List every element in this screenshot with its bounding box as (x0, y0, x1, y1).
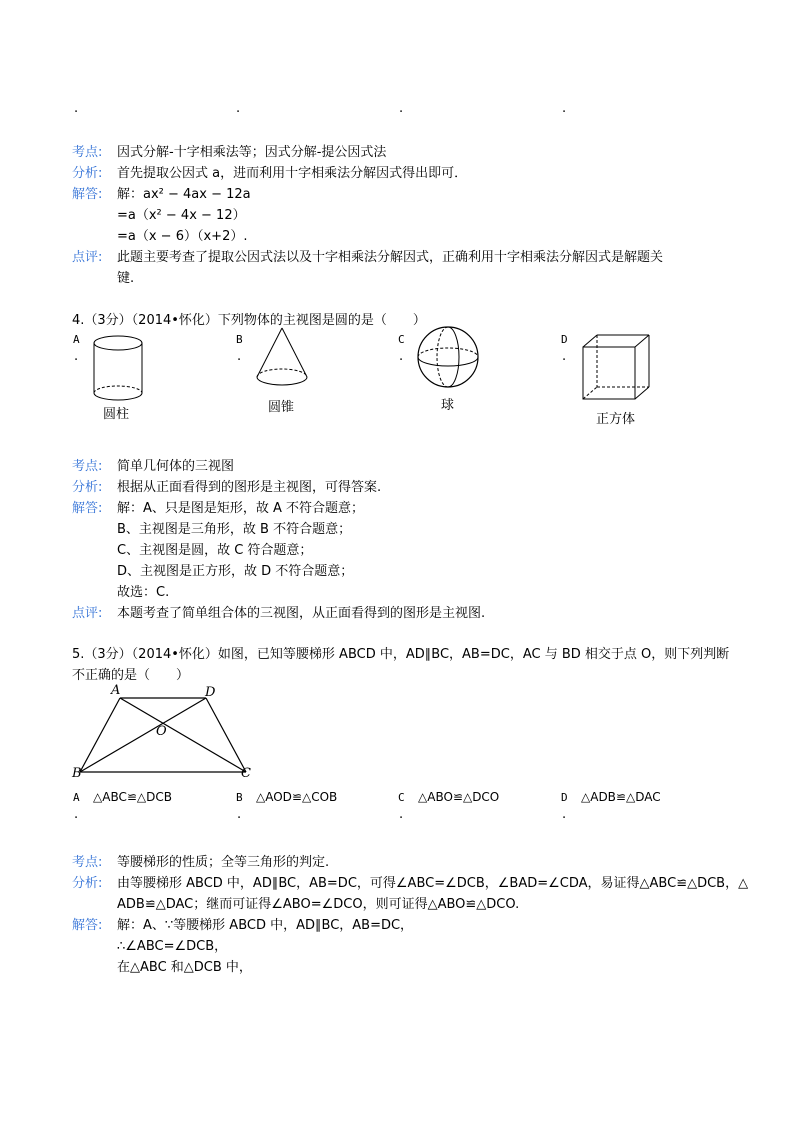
question-stem: 4.（3分）（2014•怀化）下列物体的主视图是圆的是（ ） (72, 313, 426, 328)
cylinder-figure (90, 335, 150, 405)
option-dot: . (562, 101, 567, 116)
kaodian-label: 考点: (72, 855, 103, 870)
option-letter: C (398, 791, 405, 804)
sphere-figure (417, 325, 481, 393)
fenxi-text: 由等腰梯形 ABCD 中，AD∥BC，AB=DC，可得∠ABC=∠DCB，∠BAD=∠CDA，易证得△ABC≌△DCB，△ (117, 876, 749, 891)
fenxi-text: 首先提取公因式 a，进而利用十字相乘法分解因式得出即可． (117, 166, 468, 181)
fenxi-label: 分析: (72, 876, 103, 891)
jieda-label: 解答: (72, 187, 103, 202)
vertex-label-a: A (111, 683, 121, 698)
option-text: △AOD≌△COB (256, 790, 338, 804)
option-text: △ABO≌△DCO (418, 790, 500, 804)
dianping-label: 点评: (72, 606, 103, 621)
option-dot: . (399, 101, 404, 116)
vertex-label-b: B (72, 766, 82, 781)
jieda-line: 解：ax² − 4ax − 12a (117, 187, 251, 202)
option-letter: D (561, 791, 568, 804)
option-dot: . (74, 101, 79, 116)
option-caption: 正方体 (596, 412, 636, 427)
option-dot: . (562, 807, 567, 822)
jieda-label: 解答: (72, 918, 103, 933)
jieda-line: B、主视图是三角形，故 B 不符合题意； (117, 522, 352, 537)
kaodian-text: 等腰梯形的性质；全等三角形的判定. (117, 855, 330, 870)
dianping-label: 点评: (72, 250, 103, 265)
option-dot: . (237, 349, 242, 364)
dianping-text: 本题考查了简单组合体的三视图，从正面看得到的图形是主视图. (117, 606, 486, 621)
kaodian-label: 考点: (72, 459, 103, 474)
kaodian-label: 考点: (72, 145, 103, 160)
vertex-label-c: C (241, 766, 251, 781)
jieda-line: =a（x − 6）（x+2）. (117, 229, 248, 244)
option-dot: . (562, 349, 567, 364)
option-text: △ABC≌△DCB (93, 790, 172, 804)
option-letter: A (73, 791, 80, 804)
option-letter: D (561, 333, 568, 346)
dianping-text: 此题主要考查了提取公因式法以及十字相乘法分解因式，正确利用十字相乘法分解因式是解题关 (117, 250, 664, 265)
fenxi-label: 分析: (72, 480, 103, 495)
question-stem: 5.（3分）（2014•怀化）如图，已知等腰梯形 ABCD 中，AD∥BC，AB=DC，AC 与 BD 相交于点 O，则下列判断 (72, 647, 730, 662)
point-label-o: O (156, 724, 167, 739)
jieda-line: 故选：C. (117, 585, 170, 600)
cube-figure (580, 333, 654, 403)
fenxi-label: 分析: (72, 166, 103, 181)
jieda-line: 解：A、只是图是矩形，故 A 不符合题意； (117, 501, 365, 516)
cone-figure (254, 325, 314, 395)
trapezoid-figure (72, 684, 262, 784)
kaodian-text: 因式分解-十字相乘法等；因式分解-提公因式法 (117, 145, 387, 160)
jieda-line: ∴∠ABC=∠DCB， (117, 939, 228, 954)
option-caption: 球 (441, 398, 455, 413)
kaodian-text: 简单几何体的三视图 (117, 459, 235, 474)
question-stem: 不正确的是（ ） (72, 668, 190, 683)
jieda-line: D、主视图是正方形，故 D 不符合题意； (117, 564, 354, 579)
option-dot: . (399, 349, 404, 364)
option-dot: . (399, 807, 404, 822)
fenxi-text: ADB≌△DAC；继而可证得∠ABO=∠DCO，则可证得△ABO≌△DCO. (117, 897, 520, 912)
option-caption: 圆锥 (268, 400, 295, 415)
option-text: △ADB≌△DAC (581, 790, 661, 804)
jieda-line: C、主视图是圆，故 C 符合题意； (117, 543, 313, 558)
option-letter: B (236, 791, 243, 804)
option-letter: C (398, 333, 405, 346)
dianping-text: 键. (117, 271, 135, 286)
option-letter: A (73, 333, 80, 346)
fenxi-text: 根据从正面看得到的图形是主视图，可得答案. (117, 480, 382, 495)
option-dot: . (74, 349, 79, 364)
option-dot: . (236, 101, 241, 116)
option-dot: . (74, 807, 79, 822)
vertex-label-d: D (205, 685, 216, 700)
jieda-line: 在△ABC 和△DCB 中， (117, 960, 252, 975)
jieda-line: =a（x² − 4x − 12） (117, 208, 246, 223)
jieda-line: 解：A、∵等腰梯形 ABCD 中，AD∥BC，AB=DC， (117, 918, 414, 933)
option-caption: 圆柱 (103, 407, 130, 422)
option-letter: B (236, 333, 243, 346)
jieda-label: 解答: (72, 501, 103, 516)
option-dot: . (237, 807, 242, 822)
